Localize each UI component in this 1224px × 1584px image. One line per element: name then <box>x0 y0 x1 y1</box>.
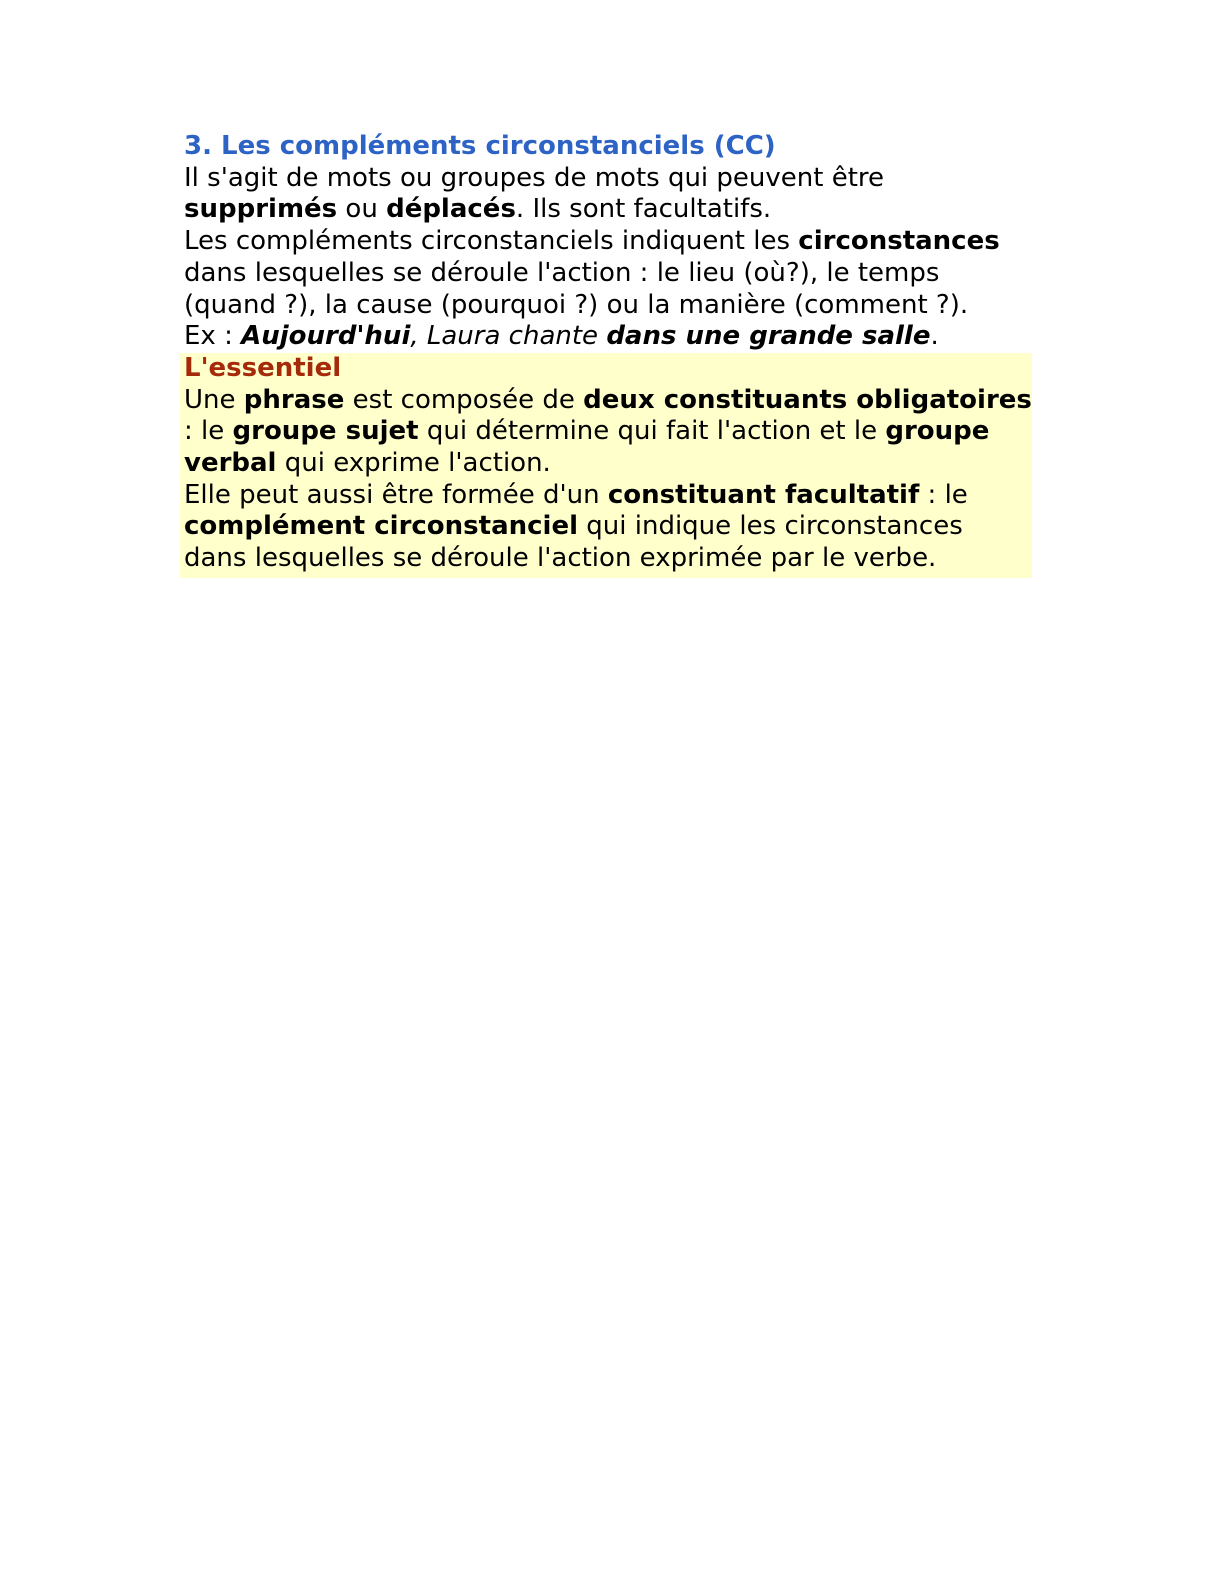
essentiel-paragraph-1 <box>184 385 1032 480</box>
example-cc-time: Aujourd'hui <box>241 321 411 352</box>
example-suffix: . <box>930 321 939 352</box>
keyword-deux-constituants: deux constituants obligatoires <box>583 384 1032 415</box>
section-heading: 3. Les compléments circonstanciels (CC) <box>184 131 776 161</box>
text-span: : le <box>184 416 233 447</box>
keyword-deplaces: déplacés <box>386 194 516 225</box>
keyword-phrase: phrase <box>243 384 345 415</box>
example-line <box>184 321 1032 353</box>
text-span: ou <box>337 194 387 225</box>
text-span: Elle peut aussi être formée d'un <box>184 479 608 510</box>
keyword-supprimes: supprimés <box>184 194 338 225</box>
text-span: qui exprime l'action. <box>276 448 551 479</box>
keyword-groupe-sujet: groupe sujet <box>232 416 419 447</box>
lesson-content <box>184 131 1032 578</box>
text-span: Une <box>184 384 244 415</box>
text-span: . Ils sont facultatifs. <box>515 194 772 225</box>
text-span: dans lesquelles se déroule l'action : le lieu (où?), le temps (quand ?), la cause (pourquoi ?) ou la manière (comment ?). <box>184 257 969 320</box>
text-span: qui indique les circonstances dans lesquelles se déroule l'action exprimée par le verbe. <box>184 511 963 574</box>
keyword-groupe-verbal: groupe verbal <box>184 416 990 479</box>
example-cc-place: dans une grande salle <box>606 321 931 352</box>
example-core: , Laura chante <box>410 321 607 352</box>
essentiel-paragraph-2 <box>184 480 1032 575</box>
example-prefix: Ex : <box>184 321 242 352</box>
essentiel-box <box>180 353 1032 578</box>
definition-paragraph <box>184 226 1032 321</box>
text-span: Les compléments circonstanciels indiquent les <box>184 226 799 257</box>
text-span: qui détermine qui fait l'action et le <box>418 416 886 447</box>
intro-paragraph <box>184 163 1032 226</box>
text-span: : le <box>919 479 968 510</box>
keyword-complement-circonstanciel: complément circonstanciel <box>184 511 578 542</box>
text-span: est composée de <box>344 384 584 415</box>
keyword-constituant-facultatif: constituant facultatif <box>607 479 920 510</box>
text-span: Il s'agit de mots ou groupes de mots qui peuvent être <box>184 162 885 193</box>
essentiel-title: L'essentiel <box>184 352 342 383</box>
keyword-circonstances: circonstances <box>798 226 1000 257</box>
